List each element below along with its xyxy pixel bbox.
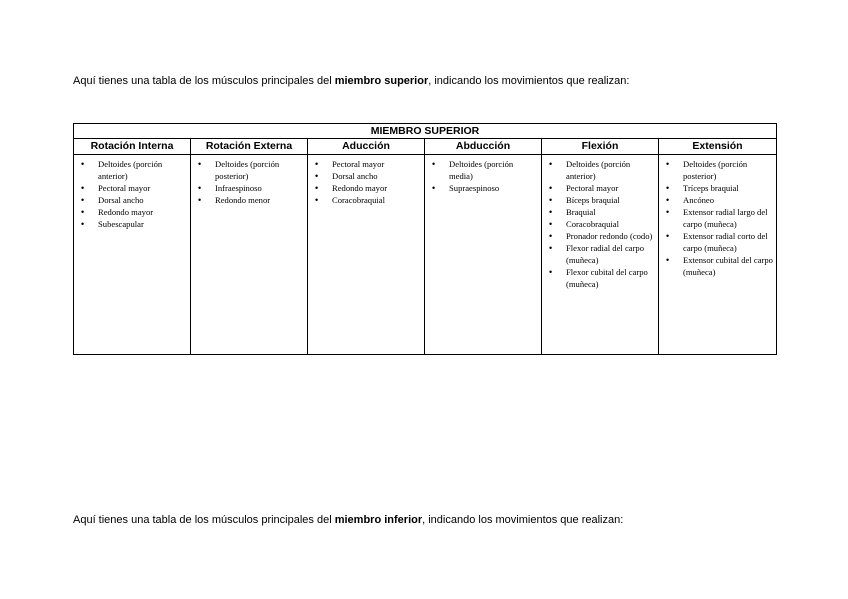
- muscle-list-item: • Pectoral mayor: [566, 182, 656, 194]
- column-cell: [659, 155, 777, 355]
- table-title: MIEMBRO SUPERIOR: [74, 124, 777, 139]
- muscle-list-item: • Redondo mayor: [98, 206, 188, 218]
- column-header: Aducción: [308, 139, 425, 155]
- intro-lower-text-after: , indicando los movimientos que realizan:: [422, 514, 624, 526]
- column-cell: [425, 155, 542, 355]
- column-header: Flexión: [542, 139, 659, 155]
- intro-upper-text-after: , indicando los movimientos que realizan:: [428, 75, 630, 87]
- column-cell: [308, 155, 425, 355]
- muscle-list-item: • Coracobraquial: [332, 194, 422, 206]
- muscle-list-item: • Pectoral mayor: [332, 158, 422, 170]
- muscle-list: [659, 155, 776, 278]
- table-body-row: [74, 155, 777, 355]
- intro-upper-text-before: Aquí tienes una tabla de los músculos principales del: [73, 75, 335, 87]
- table-header-row: [74, 139, 777, 155]
- intro-lower-text-before: Aquí tienes una tabla de los músculos principales del: [73, 514, 335, 526]
- muscle-list-item: • Pectoral mayor: [98, 182, 188, 194]
- column-cell: [191, 155, 308, 355]
- muscle-list-item: • Flexor radial del carpo (muñeca): [566, 242, 656, 266]
- muscle-list: [191, 155, 307, 206]
- intro-lower-limb: [73, 513, 623, 527]
- muscle-list-item: • Pronador redondo (codo): [566, 230, 656, 242]
- muscle-list: [308, 155, 424, 206]
- muscle-list-item: • Flexor cubital del carpo (muñeca): [566, 266, 656, 290]
- intro-upper-bold: miembro superior: [334, 75, 429, 87]
- muscle-list-item: • Extensor radial corto del carpo (muñeca): [683, 230, 774, 254]
- muscle-list-item: • Deltoides (porción anterior): [566, 158, 656, 182]
- muscle-list-item: • Subescapular: [98, 218, 188, 230]
- muscle-list: [542, 155, 658, 290]
- muscle-list-item: • Infraespinoso: [215, 182, 305, 194]
- muscle-list-item: • Redondo menor: [215, 194, 305, 206]
- muscle-list-item: • Braquial: [566, 206, 656, 218]
- muscle-list-item: • Deltoides (porción posterior): [683, 158, 774, 182]
- muscle-list-item: • Extensor cubital del carpo (muñeca): [683, 254, 774, 278]
- muscle-list-item: • Redondo mayor: [332, 182, 422, 194]
- intro-upper-limb: [73, 74, 629, 88]
- column-cell: [74, 155, 191, 355]
- column-header: Abducción: [425, 139, 542, 155]
- column-header: Extensión: [659, 139, 777, 155]
- muscle-list: [425, 155, 541, 194]
- muscle-list-item: • Deltoides (porción media): [449, 158, 539, 182]
- intro-lower-bold: miembro inferior: [334, 514, 423, 526]
- muscle-list-item: • Supraespinoso: [449, 182, 539, 194]
- muscle-list-item: • Bíceps braquial: [566, 194, 656, 206]
- muscle-list: [74, 155, 190, 230]
- muscle-list-item: • Deltoides (porción anterior): [98, 158, 188, 182]
- muscle-list-item: • Ancóneo: [683, 194, 774, 206]
- muscle-list-item: • Dorsal ancho: [98, 194, 188, 206]
- muscle-list-item: • Tríceps braquial: [683, 182, 774, 194]
- upper-limb-muscles-table: [73, 123, 777, 355]
- column-cell: [542, 155, 659, 355]
- muscle-list-item: • Deltoides (porción posterior): [215, 158, 305, 182]
- muscle-list-item: • Coracobraquial: [566, 218, 656, 230]
- column-header: Rotación Interna: [74, 139, 191, 155]
- table-title-row: [74, 124, 777, 139]
- muscle-list-item: • Dorsal ancho: [332, 170, 422, 182]
- muscle-list-item: • Extensor radial largo del carpo (muñeca): [683, 206, 774, 230]
- column-header: Rotación Externa: [191, 139, 308, 155]
